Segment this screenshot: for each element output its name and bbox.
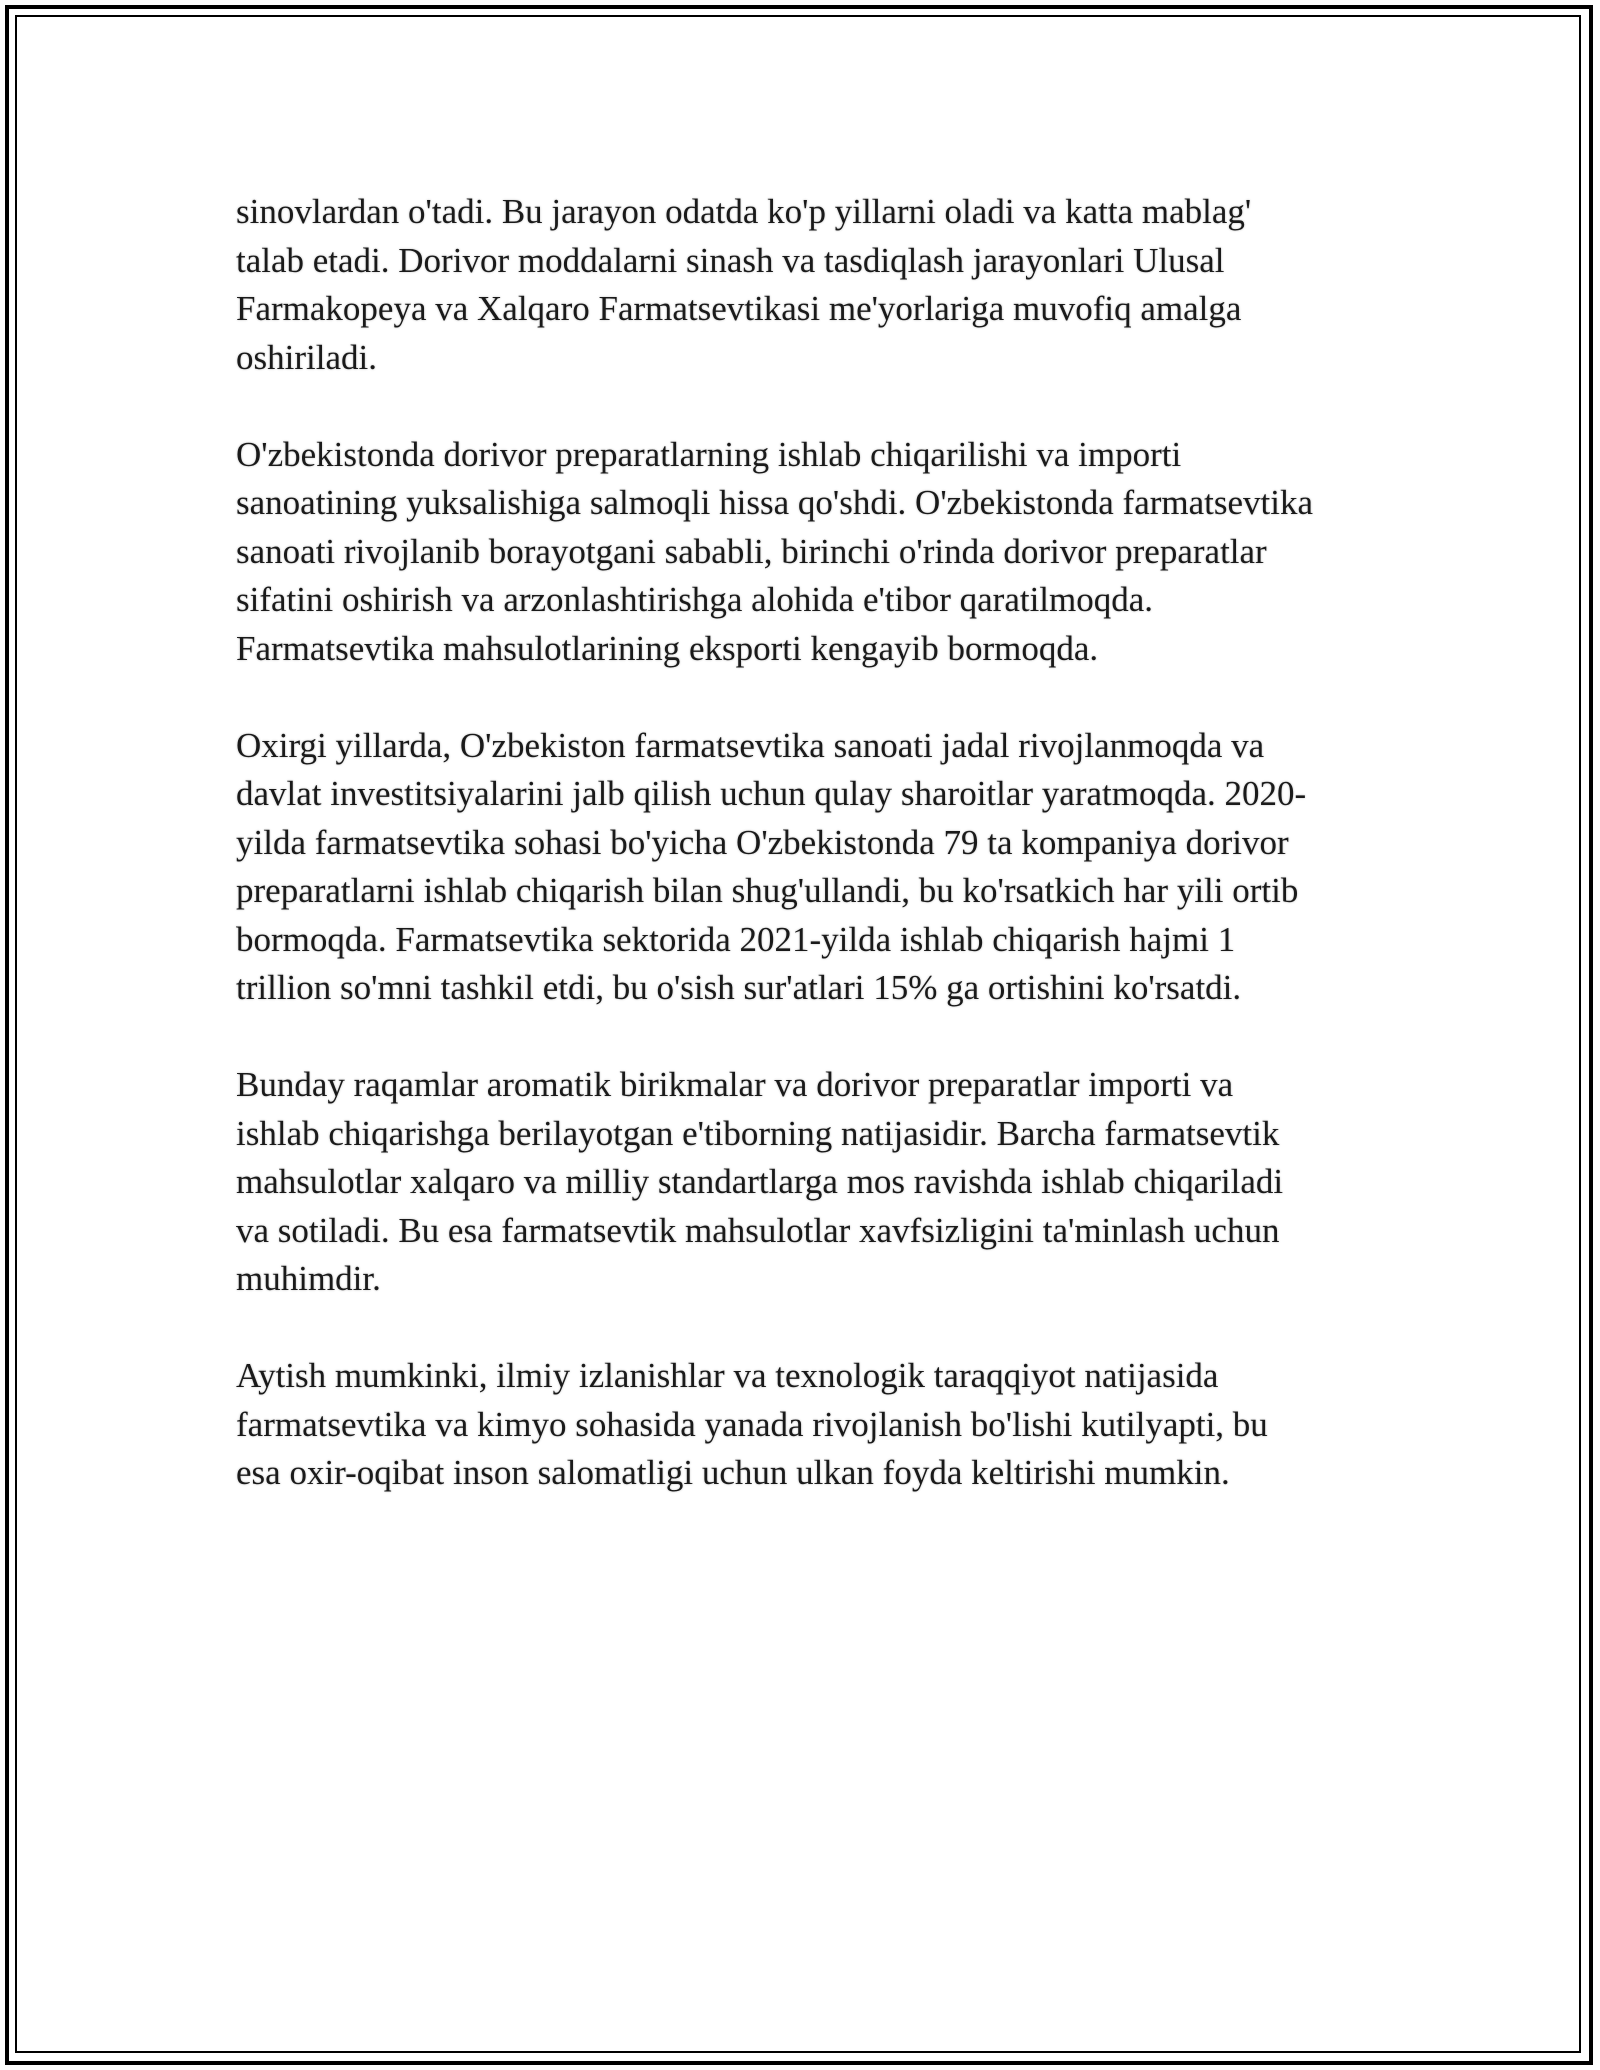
text-line: ishlab chiqarishga berilayotgan e'tiborning natijasidir. Barcha farmatsevtik [236,1113,1280,1153]
text-line: Bunday raqamlar aromatik birikmalar va dorivor preparatlar importi va [236,1065,1234,1104]
text-line: Farmatsevtika mahsulotlarining eksporti kengayib bormoqda. [236,628,1099,668]
text-line: sinovlardan o'tadi. Bu jarayon odatda ko'p yillarni oladi va katta mablag' [236,192,1252,231]
text-line: farmatsevtika va kimyo sohasida yanada rivojlanish bo'lishi kutilyapti, bu [236,1404,1268,1444]
text-line: Farmakopeya va Xalqaro Farmatsevtikasi me'yorlariga muvofiq amalga [236,289,1242,328]
paragraph-2 [236,431,1386,674]
paragraph-5 [236,1352,1386,1498]
text-line: Aytish mumkinki, ilmiy izlanishlar va texnologik taraqqiyot natijasida [236,1356,1219,1395]
text-line: trillion so'mni tashkil etdi, bu o'sish sur'atlari 15% ga ortishini ko'rsatdi. [236,968,1242,1007]
text-line: davlat investitsiyalarini jalb qilish uchun qulay sharoitlar yaratmoqda. 2020- [236,774,1307,813]
paragraph-1 [236,188,1386,382]
text-line: O'zbekistonda dorivor preparatlarning ishlab chiqarilishi va importi [236,434,1182,474]
text-line: yilda farmatsevtika sohasi bo'yicha O'zbekistonda 79 ta kompaniya dorivor [236,822,1289,862]
text-line: va sotiladi. Bu esa farmatsevtik mahsulotlar xavfsizligini ta'minlash uchun [236,1210,1280,1250]
text-line: sifatini oshirish va arzonlashtirishga alohida e'tibor qaratilmoqda. [236,580,1154,619]
text-line: bormoqda. Farmatsevtika sektorida 2021-yilda ishlab chiqarish hajmi 1 [236,919,1236,959]
text-line: preparatlarni ishlab chiqarish bilan shug'ullandi, bu ko'rsatkich har yili ortib [236,871,1299,910]
text-line: oshiriladi. [236,337,377,377]
text-line: esa oxir-oqibat inson salomatligi uchun ulkan foyda keltirishi mumkin. [236,1453,1230,1492]
text-line: sanoati rivojlanib borayotgani sababli, birinchi o'rinda dorivor preparatlar [236,531,1267,571]
text-line: talab etadi. Dorivor moddalarni sinash va tasdiqlash jarayonlari Ulusal [236,240,1225,280]
text-line: Oxirgi yillarda, O'zbekiston farmatsevtika sanoati jadal rivojlanmoqda va [236,725,1265,765]
paragraph-4 [236,1061,1386,1304]
text-line: mahsulotlar xalqaro va milliy standartlarga mos ravishda ishlab chiqariladi [236,1162,1284,1201]
text-line: muhimdir. [236,1259,381,1298]
paragraph-3 [236,722,1386,1013]
text-line: sanoatining yuksalishiga salmoqli hissa qo'shdi. O'zbekistonda farmatsevtika [236,483,1314,522]
document-body [236,188,1386,1498]
